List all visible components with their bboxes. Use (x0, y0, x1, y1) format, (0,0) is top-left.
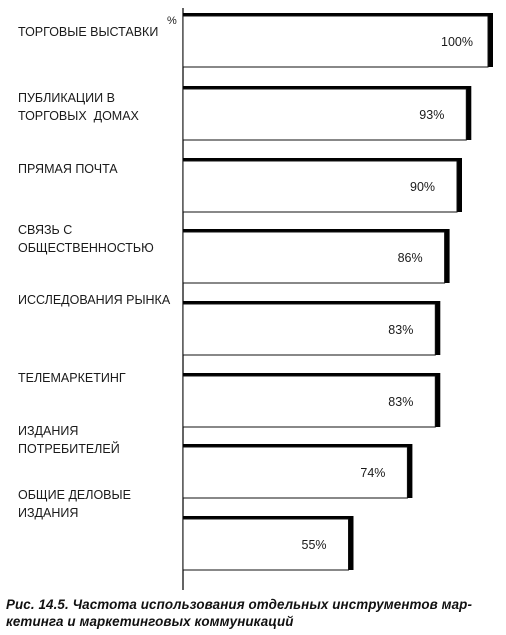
category-label: ПОТРЕБИТЕЛЕЙ (18, 442, 120, 456)
caption-line-1: Рис. 14.5. Частота использования отдельных инструментов мар- (6, 597, 473, 612)
bar-value-label: 74% (360, 466, 386, 480)
percent-unit-label: % (167, 15, 177, 27)
category-label: ИЗДАНИЯ (18, 424, 79, 438)
bar-value-label: 90% (410, 180, 436, 194)
category-label: ПУБЛИКАЦИИ В (18, 91, 115, 105)
category-label: ИССЛЕДОВАНИЯ РЫНКА (18, 293, 171, 307)
caption-line-2: кетинга и маркетинговых коммуникаций (6, 614, 294, 629)
category-label: ИЗДАНИЯ (18, 506, 79, 520)
category-label: СВЯЗЬ С (18, 223, 73, 237)
category-label: ОБЩИЕ ДЕЛОВЫЕ (18, 488, 131, 502)
bar-value-label: 100% (441, 35, 473, 49)
bar-value-label: 86% (397, 251, 423, 265)
category-label: ТОРГОВЫЕ ВЫСТАВКИ (18, 25, 159, 39)
bar-value-label: 55% (301, 538, 327, 552)
category-label: ПРЯМАЯ ПОЧТА (18, 162, 118, 176)
bar-value-label: 83% (388, 323, 414, 337)
bar-value-label: 83% (388, 395, 414, 409)
category-label: ОБЩЕСТВЕННОСТЬЮ (18, 241, 154, 255)
figure-caption (6, 596, 502, 630)
category-label: ТЕЛЕМАРКЕТИНГ (18, 371, 126, 385)
category-label: ТОРГОВЫХ ДОМАХ (18, 109, 139, 123)
bar-value-label: 93% (419, 108, 445, 122)
